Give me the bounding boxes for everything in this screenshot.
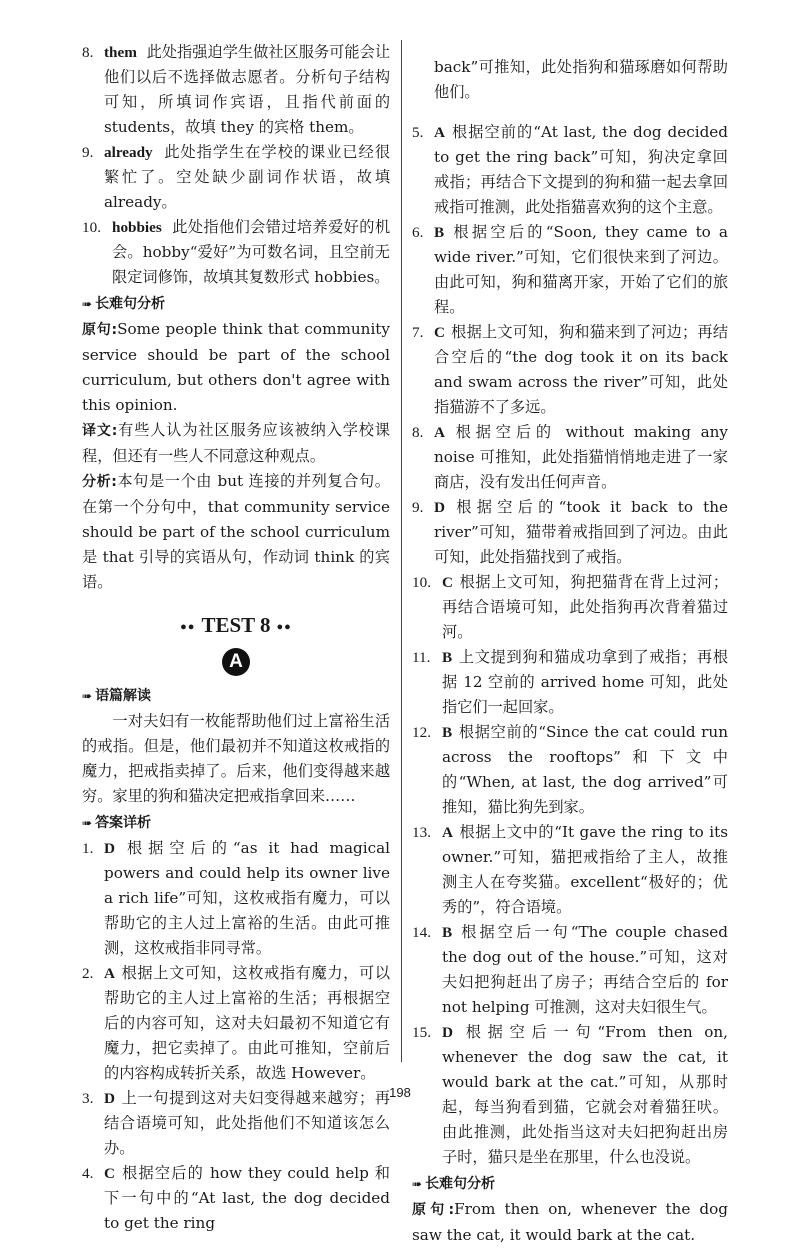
answer-letter: C [442,574,453,592]
arrow-icon: ➠ [82,688,93,703]
item-number: 9. [82,144,94,161]
answer-item: 2. A 根据上文可知，这枚戒指有魔力，可以帮助它的主人过上富裕的生活；再根据空后的内容可知，这对夫妇最初不知道它有魔力，把它卖掉了。由此可推知，空前后的内容构成转折关系，故选 However。 [82,963,390,1082]
original-sentence: 原句:Some people think that community service should be part of the school curriculum, but others don't agree with this opinion. [82,320,390,414]
column-divider [401,40,402,1062]
answer-item: 14. B 根据空后一句“The couple chased the dog out of the house.”可知，这对夫妇把狗赶出了房子；再结合空后的 for not helping 可推测，这对夫妇很生气。 [412,923,728,1017]
answer-letter: C [104,1164,115,1182]
answer-letter: C [434,324,445,342]
answer-item: 10. C 根据上文可知，狗把猫背在背上过河；再结合语境可知，此处指狗再次背着猫过河。 [412,573,728,642]
answer-letter: B [442,724,453,742]
answer-letter: D [434,499,445,517]
answer-word: them [104,44,137,61]
answer-letter: B [442,649,453,667]
answer-item: 4. C 根据空后的 how they could help 和下一句中的“At last, the dog decided to get the ring [82,1163,390,1232]
answer-item: 13. A 根据上文中的“It gave the ring to its owner.”可知，猫把戒指给了主人，故推测主人在夸奖猫。excellent“极好的；优秀的”，符合语境。 [412,823,728,917]
answer-item: 8. A 根据空后的 without making any noise 可推知，此处指猫悄悄地走进了一家商店，没有发出任何声音。 [412,423,728,492]
answer-letter: D [442,1024,453,1042]
answer-letter: B [442,924,453,942]
item-explanation: 此处指学生在学校的课业已经很繁忙了。空处缺少副词作状语，故填 already。 [104,143,391,211]
test-title: ●● TEST 8 ●● [180,613,292,637]
answer-item: 7. C 根据上文可知，狗和猫来到了河边；再结合空后的“the dog took it on its back and swam across the river”可知，此处指猫游不了多远。 [412,323,728,417]
vocab-item [82,40,390,140]
item-explanation: 此处指他们会错过培养爱好的机会。hobby“爱好”为可数名词，且空前无限定词修饰，故填其复数形式 hobbies。 [112,218,391,286]
long-sentence-heading: ➠ 长难句分析 [82,296,166,312]
answer-letter: A [104,964,115,982]
item-explanation: 此处指强迫学生做社区服务可能会让他们以后不选择做志愿者。分析句子结构可知，所填词作宾语，且指代前面的 students，故填 they 的宾格 them。 [104,43,391,136]
item-number: 8. [82,44,94,61]
translation: 译文:有些人认为社区服务应该被纳入学校课程，但还有一些人不同意这种观点。 [82,421,390,465]
original-sentence: 原句:From then on, whenever the dog saw the cat, it would bark at the cat. [412,1200,728,1245]
answer-item: 3. D 上一句提到这对夫妇变得越来越穷；再结合语境可知，此处指他们不知道该怎么办。 [82,1088,390,1157]
title-dots-icon: ●● [276,620,292,633]
answer-word: already [104,144,153,161]
answer-item: 12. B 根据空前的“Since the cat could run across the rooftops”和下文中的“When, at last, the dog arrived”可推知，猫比狗先到家。 [412,723,728,817]
answer-word: hobbies [112,219,162,236]
answer-letter: B [434,224,445,242]
arrow-icon: ➠ [82,297,93,311]
arrow-icon: ➠ [412,1177,423,1192]
section-badge: A [222,648,250,676]
answer-letter: D [104,839,115,857]
reading-summary: 一对夫妇有一枚能帮助他们过上富裕生活的戒指。但是，他们最初并不知道这枚戒指的魔力，把戒指卖掉了。后来，他们变得越来越穷。家里的狗和猫决定把戒指拿回来…… [82,711,390,805]
answer-letter: D [104,1089,115,1107]
answer-letter: A [442,824,453,842]
long-sentence-heading: ➠ 长难句分析 [412,1176,496,1193]
arrow-icon: ➠ [82,815,93,830]
answer-item: 1. D 根据空后的“as it had magical powers and could help its owner live a rich life”可知，这枚戒指有魔力，可以帮助它的主人过上富裕的生活。由此可推测，这枚戒指非同寻常。 [82,838,390,957]
title-dots-icon: ●● [180,620,196,633]
analysis: 分析:本句是一个由 but 连接的并列复合句。在第一个分句中，that community service should be part of the school curriculum 是 that 引导的宾语从句，作动词 think 的宾语。 [82,472,390,591]
answer-item: 9. D 根据空后的“took it back to the river”可知，猫带着戒指回到了河边。由此可知，此处指猫找到了戒指。 [412,498,728,567]
answers-heading: ➠ 答案详析 [82,814,152,831]
answer-continuation: back”可推知，此处指狗和猫琢磨如何帮助他们。 [434,58,728,102]
page-number: 198 [389,1085,411,1100]
answer-item: 6. B 根据空后的“Soon, they came to a wide river.”可知，它们很快来到了河边。由此可知，狗和猫离开家，开始了它们的旅程。 [412,223,728,317]
left-column [82,40,390,1236]
answer-item: 11. B 上文提到狗和猫成功拿到了戒指；再根据 12 空前的 arrived home 可知，此处指它们一起回家。 [412,648,728,717]
answer-item: 5. A 根据空前的“At last, the dog decided to get the ring back”可知，狗决定拿回戒指；再结合下文提到的狗和猫一起去拿回戒指可推测，此处指猫喜欢狗的这个主意。 [412,123,728,217]
reading-heading: ➠ 语篇解读 [82,687,152,704]
answer-letter: A [434,124,445,142]
answer-item: 15. D 根据空后一句“From then on, whenever the dog saw the cat, it would bark at the cat.”可知，从那时起，每当狗看到猫，它就会对着猫狂吠。由此推测，此处指当这对夫妇把狗赶出房子时，猫只是坐在那里，什么也没说。 [412,1023,728,1167]
item-number: 10. [82,219,101,236]
vocab-item [82,215,390,290]
answer-letter: A [434,424,445,442]
right-column [412,40,728,1248]
vocab-item [82,140,390,215]
